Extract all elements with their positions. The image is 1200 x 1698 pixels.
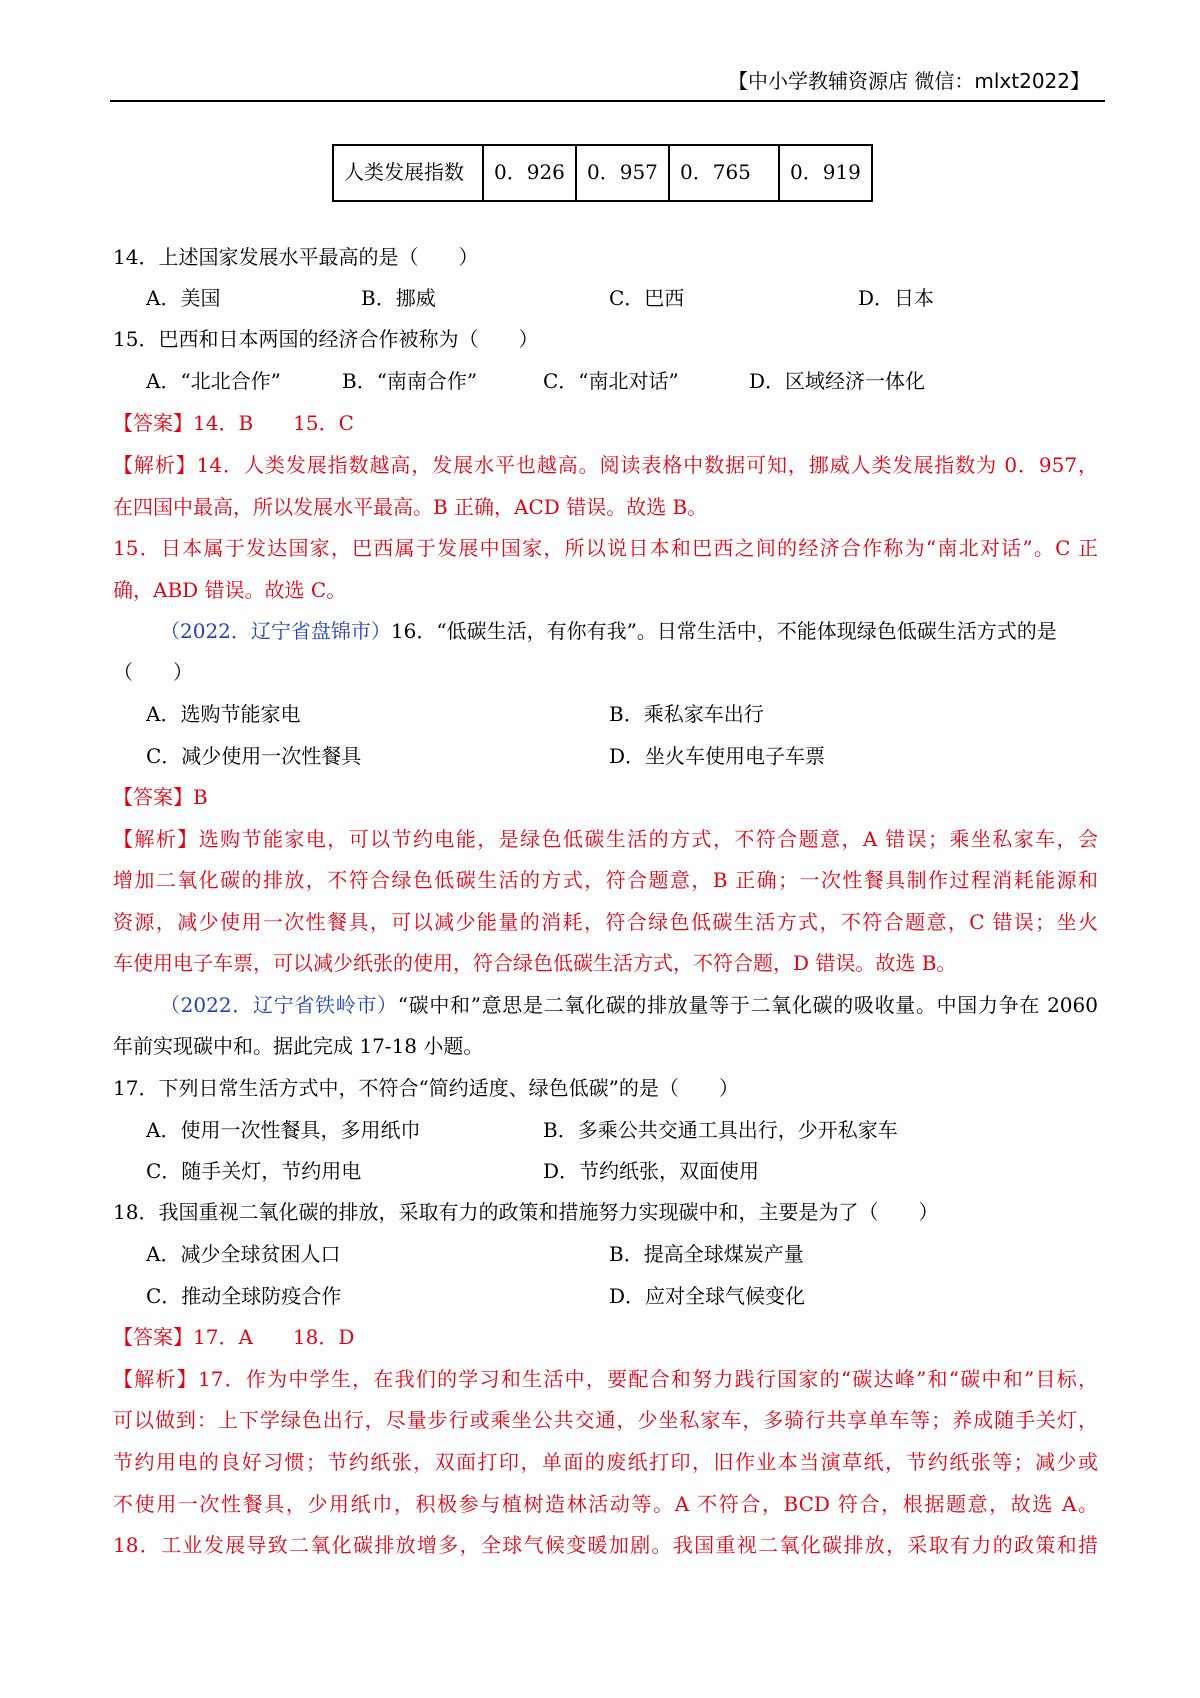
table-cell-value: 0．765: [669, 145, 779, 201]
explanation-16-line: 增加二氧化碳的排放，不符合绿色低碳生活的方式，符合题意，B 正确；一次性餐具制作过程消耗能源和: [113, 868, 1098, 892]
table-cell-value: 0．919: [779, 145, 872, 201]
q16-option-b: B．乘私家车出行: [609, 702, 764, 726]
question-18-stem: 18．我国重视二氧化碳的排放，采取有力的政策和措施努力实现碳中和，主要是为了（ ）: [113, 1200, 939, 1224]
explanation-16-line: 资源，减少使用一次性餐具，可以减少能量的消耗，符合绿色低碳生活方式，不符合题意，C 错误；坐火: [113, 910, 1098, 934]
question-17-stem: 17．下列日常生活方式中，不符合“简约适度、绿色低碳”的是（ ）: [113, 1076, 739, 1100]
explanation-17-line: 节约用电的良好习惯；节约纸张，双面打印，单面的废纸打印，旧作业本当演草纸，节约纸张等；减少或: [113, 1450, 1098, 1474]
explanation-15-line: 确，ABD 错误。故选 C。: [113, 578, 347, 602]
header-rule: [110, 100, 1105, 102]
answer-14-15: 【答案】14．B 15．C: [113, 411, 354, 435]
explanation-15-line: 15．日本属于发达国家，巴西属于发展中国家，所以说日本和巴西之间的经济合作称为“南北对话”。C 正: [113, 536, 1098, 560]
q18-option-a: A．减少全球贫困人口: [146, 1242, 341, 1266]
q15-option-c: C．“南北对话”: [543, 369, 679, 393]
question-17-18-source: （2022．辽宁省铁岭市）: [160, 993, 398, 1017]
question-14-stem: 14．上述国家发展水平最高的是（ ）: [113, 245, 479, 269]
hdi-table: [332, 144, 873, 202]
question-16-stem: [160, 618, 1098, 644]
q17-option-b: B．多乘公共交通工具出行，少开私家车: [543, 1118, 898, 1142]
table-row: [333, 145, 872, 201]
q18-option-b: B．提高全球煤炭产量: [609, 1242, 804, 1266]
q15-option-d: D．区域经济一体化: [749, 369, 926, 393]
q16-option-d: D．坐火车使用电子车票: [609, 744, 826, 768]
q14-option-a: A．美国: [146, 286, 221, 310]
q16-option-a: A．选购节能家电: [146, 702, 301, 726]
q14-option-c: C．巴西: [609, 286, 685, 310]
question-16-source: （2022．辽宁省盘锦市）: [160, 619, 391, 643]
question-16-stem-cont: （ ）: [113, 660, 193, 684]
question-17-18-intro-text: “碳中和”意思是二氧化碳的排放量等于二氧化碳的吸收量。中国力争在 2060: [397, 993, 1098, 1017]
table-cell-value: 0．926: [483, 145, 576, 201]
answer-16: 【答案】B: [113, 785, 208, 809]
page-header: 【中小学教辅资源店 微信：mlxt2022】: [728, 69, 1090, 93]
table-cell-label: 人类发展指数: [333, 145, 483, 201]
q15-option-b: B．“南南合作”: [342, 369, 478, 393]
explanation-16-line: 车使用电子车票，可以减少纸张的使用，符合绿色低碳生活方式，不符合题，D 错误。故选 B。: [113, 951, 957, 975]
question-16-text: 16．“低碳生活，有你有我”。日常生活中，不能体现绿色低碳生活方式的是: [390, 619, 1057, 643]
q18-option-d: D．应对全球气候变化: [609, 1284, 806, 1308]
explanation-14-line: 在四国中最高，所以发展水平最高。B 正确，ACD 错误。故选 B。: [113, 495, 708, 519]
explanation-18-line: 18．工业发展导致二氧化碳排放增多，全球气候变暖加剧。我国重视二氧化碳排放，采取有力的政策和措: [113, 1533, 1098, 1557]
question-17-18-intro: [160, 992, 1098, 1018]
q14-option-d: D．日本: [858, 286, 935, 310]
table-cell-value: 0．957: [576, 145, 669, 201]
explanation-17-line: 可以做到：上下学绿色出行，尽量步行或乘坐公共交通，少坐私家车，多骑行共享单车等；养成随手关灯，: [113, 1408, 1098, 1432]
explanation-17-line: 不使用一次性餐具，少用纸巾，积极参与植树造林活动等。A 不符合，BCD 符合，根据题意，故选 A。: [113, 1492, 1098, 1516]
answer-17-18: 【答案】17．A 18．D: [113, 1325, 355, 1349]
explanation-17-line: 【解析】17．作为中学生，在我们的学习和生活中，要配合和努力践行国家的“碳达峰”和“碳中和”目标，: [113, 1367, 1098, 1391]
q17-option-c: C．随手关灯，节约用电: [146, 1159, 362, 1183]
question-17-18-intro-cont: 年前实现碳中和。据此完成 17-18 小题。: [113, 1034, 484, 1058]
explanation-16-line: 【解析】选购节能家电，可以节约电能，是绿色低碳生活的方式，不符合题意，A 错误；乘坐私家车，会: [113, 827, 1098, 851]
explanation-14-line: 【解析】14．人类发展指数越高，发展水平也越高。阅读表格中数据可知，挪威人类发展指数为 0．957，: [113, 453, 1098, 477]
q16-option-c: C．减少使用一次性餐具: [146, 744, 362, 768]
q18-option-c: C．推动全球防疫合作: [146, 1284, 342, 1308]
q15-option-a: A．“北北合作”: [146, 369, 281, 393]
question-15-stem: 15．巴西和日本两国的经济合作被称为（ ）: [113, 327, 539, 351]
q14-option-b: B．挪威: [361, 286, 436, 310]
q17-option-a: A．使用一次性餐具，多用纸巾: [146, 1118, 421, 1142]
q17-option-d: D．节约纸张，双面使用: [543, 1159, 760, 1183]
